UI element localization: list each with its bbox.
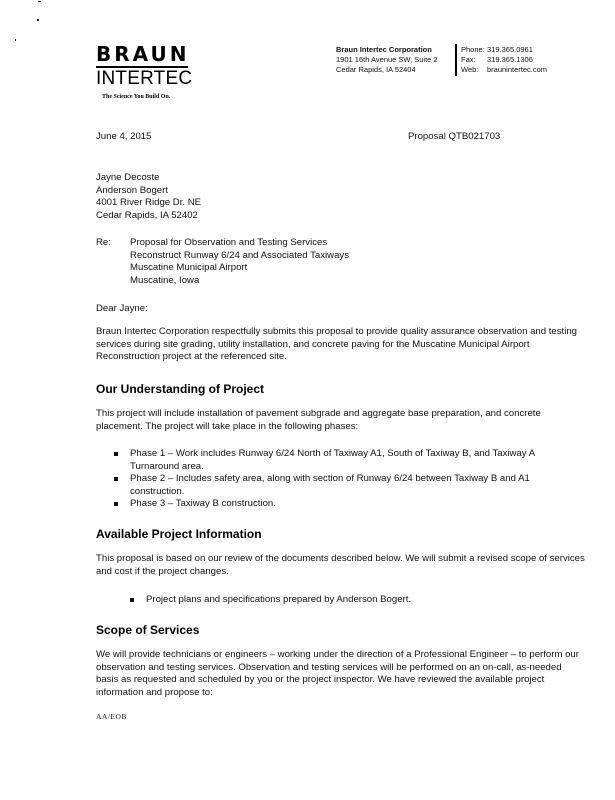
- intro-paragraph: Braun Intertec Corporation respectfully submits this proposal to provide quality assurance observation and testing services during site grading, utility installation, and concrete paving for the Muscatine Municipal Airport Reconstruction project at the referenced site.: [96, 326, 578, 363]
- web-label: Web:: [461, 65, 479, 74]
- list-item: [114, 498, 570, 511]
- logo-brand-line1: BRAUN: [96, 42, 190, 66]
- phase-list: [114, 448, 570, 511]
- footer-initials: AA/EOB: [96, 712, 127, 721]
- company-address-line1: 1901 16th Avenue SW, Suite 2: [336, 55, 438, 64]
- understanding-paragraph: This project will include installation of pavement subgrade and aggregate base preparation, and concrete placement. The project will take place in the following phases:: [96, 408, 541, 432]
- available-info-paragraph: This proposal is based on our review of the documents described below. We will submit a revised scope of services and cost if the project changes.: [96, 553, 585, 577]
- phone-row: [461, 45, 547, 55]
- fax-label: Fax:: [461, 55, 476, 64]
- recipient-address: [96, 172, 201, 222]
- phone-number: 319.365.0961: [487, 45, 533, 54]
- re-line: Muscatine, Iowa: [130, 274, 200, 286]
- recipient-company: Anderson Bogert: [96, 184, 168, 196]
- company-contact-block: [461, 45, 547, 75]
- re-line: Muscatine Municipal Airport: [130, 262, 248, 274]
- bullet-icon: [114, 452, 118, 456]
- re-line: Reconstruct Runway 6/24 and Associated Taxiways: [130, 249, 349, 261]
- scan-speck: [15, 39, 16, 41]
- braun-intertec-logo: [96, 44, 192, 101]
- recipient-name: Jayne Decoste: [96, 172, 160, 183]
- document-list: [130, 594, 586, 607]
- company-address-line2: Cedar Rapids, IA 52404: [336, 65, 416, 74]
- list-item: [114, 448, 570, 473]
- salutation: Dear Jayne:: [96, 303, 148, 314]
- bullet-icon: [130, 598, 134, 602]
- scope-paragraph: We will provide technicians or engineers – working under the direction of a Professional Engineer – to perform our observation and testing services. Observation and testing services will be performed on an on-call, as-needed basis as requested and scheduled by you or the project inspector. We have reviewed the available project information and propose to:: [96, 649, 579, 698]
- bullet-icon: [114, 477, 118, 481]
- re-line: Proposal for Observation and Testing Services: [130, 237, 328, 248]
- list-item: [114, 473, 570, 498]
- company-address-block: [336, 45, 438, 75]
- proposal-number: Proposal QTB021703: [408, 131, 501, 142]
- web-row: [461, 65, 547, 75]
- phase-text: Phase 2 – Includes safety area, along with section of Runway 6/24 between Taxiway B and A1 construction.: [130, 473, 530, 497]
- recipient-city-state-zip: Cedar Rapids, IA 52402: [96, 209, 198, 221]
- section-heading-understanding: Our Understanding of Project: [96, 382, 265, 396]
- section-heading-available-info: Available Project Information: [96, 527, 262, 541]
- list-item: [130, 594, 586, 607]
- logo-tagline: The Science You Build On.: [102, 94, 171, 100]
- re-label: Re:: [96, 237, 111, 248]
- letter-date: June 4, 2015: [96, 131, 152, 142]
- logo-brand-line2: INTERTEC: [96, 68, 193, 89]
- scan-speck: [38, 1, 41, 2]
- company-name: Braun Intertec Corporation: [336, 45, 432, 54]
- fax-number: 319.365.1306: [487, 55, 533, 64]
- fax-row: [461, 55, 547, 65]
- web-address: braunintertec.com: [487, 65, 548, 74]
- phone-label: Phone:: [461, 45, 485, 54]
- re-subject: [130, 237, 349, 287]
- scan-speck: [37, 19, 39, 21]
- section-heading-scope: Scope of Services: [96, 623, 200, 637]
- document-text: Project plans and specifications prepared by Anderson Bogert.: [146, 594, 412, 605]
- phase-text: Phase 3 – Taxiway B construction.: [130, 498, 276, 510]
- bullet-icon: [114, 502, 118, 506]
- phase-text: Phase 1 – Work includes Runway 6/24 North of Taxiway A1, South of Taxiway B, and Taxiway A Turnaround area.: [130, 448, 535, 472]
- letterhead-divider: [455, 44, 457, 76]
- recipient-street: 4001 River Ridge Dr. NE: [96, 197, 202, 209]
